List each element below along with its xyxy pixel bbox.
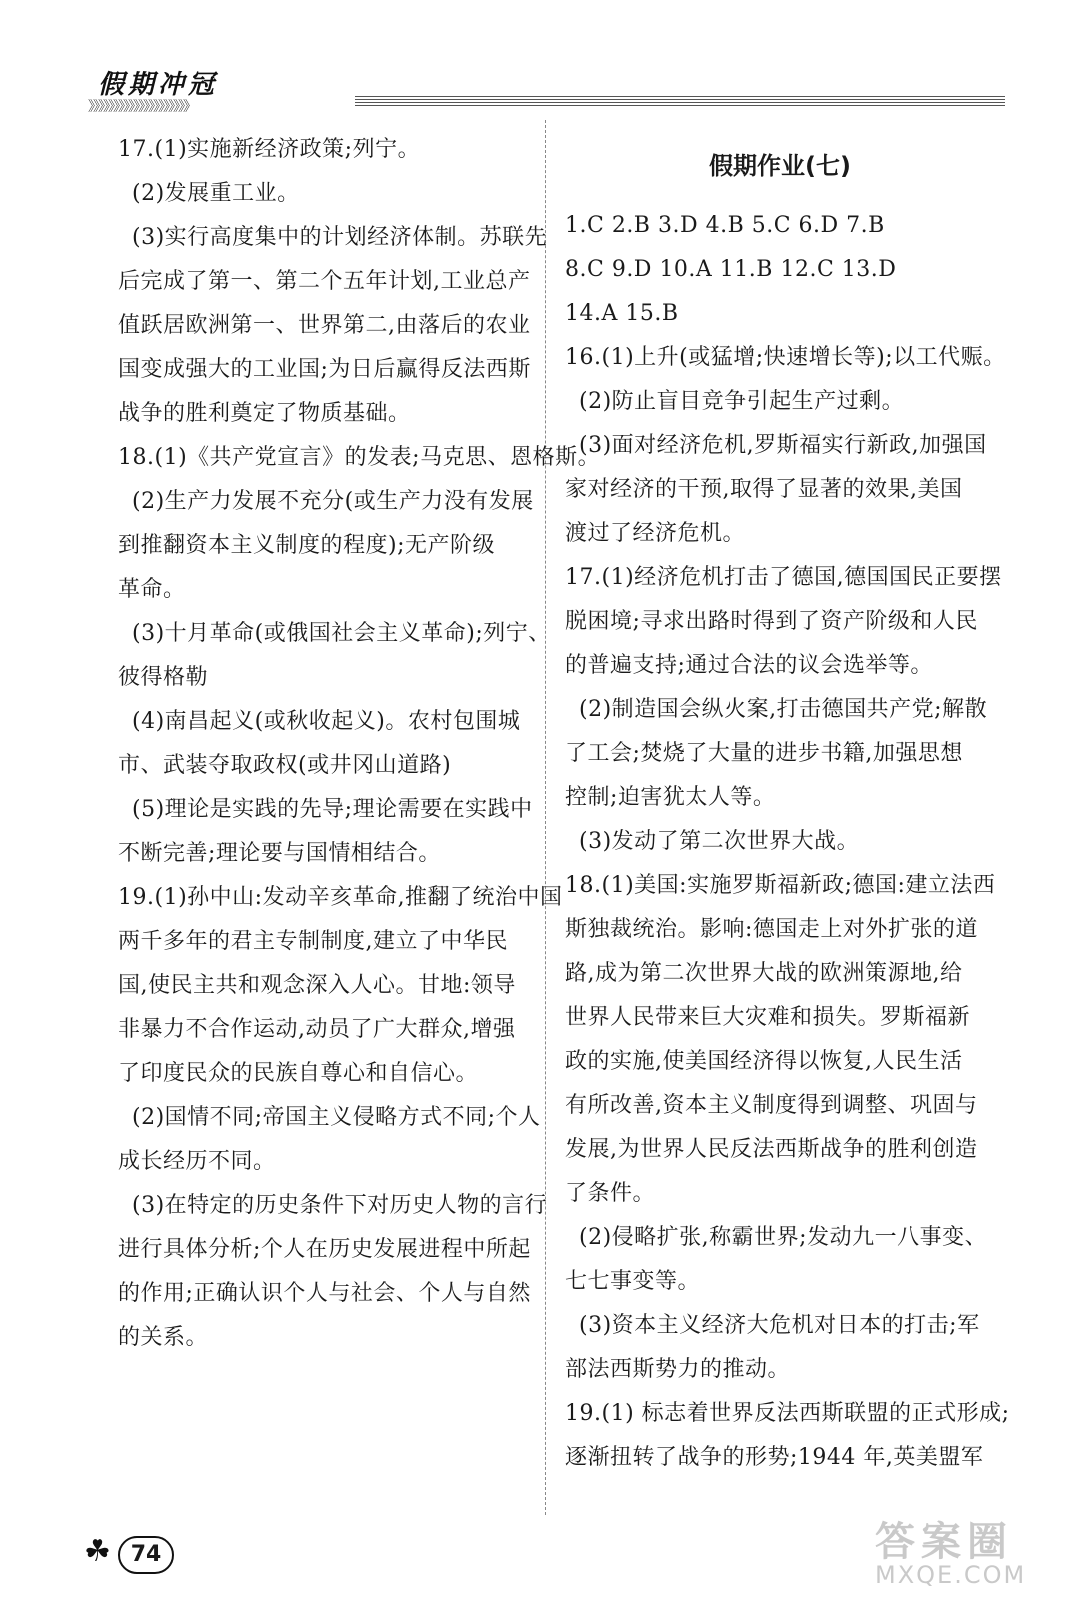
answer-line: 不断完善;理论要与国情相结合。 xyxy=(118,841,441,866)
watermark-logo: 答案圈 xyxy=(875,1519,1013,1565)
answer-line: 了条件。 xyxy=(565,1181,656,1206)
answer-line: 国变成强大的工业国;为日后赢得反法西斯 xyxy=(118,357,531,382)
answer-line: (3)在特定的历史条件下对历史人物的言行 xyxy=(132,1193,548,1218)
answer-line: 渡过了经济危机。 xyxy=(565,521,746,546)
column-divider xyxy=(545,120,546,1515)
answer-line: 有所改善,资本主义制度得到调整、巩固与 xyxy=(565,1093,978,1118)
answer-line: 家对经济的干预,取得了显著的效果,美国 xyxy=(565,477,963,502)
answer-line: 政的实施,使美国经济得以恢复,人民生活 xyxy=(565,1049,963,1074)
answer-line: 七七事变等。 xyxy=(565,1269,701,1294)
answer-line: 值跃居欧洲第一、世界第二,由落后的农业 xyxy=(118,313,531,338)
answer-line: 路,成为第二次世界大战的欧洲策源地,给 xyxy=(565,961,963,986)
answer-line: 8.C 9.D 10.A 11.B 12.C 13.D xyxy=(565,257,897,282)
page-number: 74 xyxy=(118,1536,174,1574)
answer-line: 控制;迫害犹太人等。 xyxy=(565,785,776,810)
answer-line: 两千多年的君主专制制度,建立了中华民 xyxy=(118,929,508,954)
page-number-badge xyxy=(84,1528,174,1578)
answer-line: 17.(1)经济危机打击了德国,德国国民正要摆 xyxy=(565,565,1002,590)
answer-line: 17.(1)实施新经济政策;列宁。 xyxy=(118,137,421,162)
section-title: 假期作业(七) xyxy=(709,152,851,180)
answer-line: 非暴力不合作运动,动员了广大群众,增强 xyxy=(118,1017,516,1042)
answer-line: 19.(1)孙中山:发动辛亥革命,推翻了统治中国 xyxy=(118,885,563,910)
answer-line: 到推翻资本主义制度的程度);无产阶级 xyxy=(118,533,495,558)
answer-line: (3)实行高度集中的计划经济体制。苏联先 xyxy=(132,225,548,250)
answer-line: 世界人民带来巨大灾难和损失。罗斯福新 xyxy=(565,1005,971,1030)
answer-line: 国,使民主共和观念深入人心。甘地:领导 xyxy=(118,973,516,998)
answer-line: 了印度民众的民族自尊心和自信心。 xyxy=(118,1061,479,1086)
watermark xyxy=(875,1510,1065,1590)
answer-line: (3)发动了第二次世界大战。 xyxy=(579,829,860,854)
answer-line: 19.(1) 标志着世界反法西斯联盟的正式形成; xyxy=(565,1401,1010,1426)
answer-line: (2)发展重工业。 xyxy=(132,181,300,206)
answer-line: 14.A 15.B xyxy=(565,301,679,326)
answer-line: (2)侵略扩张,称霸世界;发动九一八事变、 xyxy=(579,1225,988,1250)
answer-line: 战争的胜利奠定了物质基础。 xyxy=(118,401,411,426)
page-header xyxy=(0,0,1074,120)
header-rule xyxy=(355,96,1005,108)
answer-line: 革命。 xyxy=(118,577,186,602)
answer-line: 的作用;正确认识个人与社会、个人与自然 xyxy=(118,1281,531,1306)
answer-line: 的普遍支持;通过合法的议会选举等。 xyxy=(565,653,933,678)
answer-line: 了工会;焚烧了大量的进步书籍,加强思想 xyxy=(565,741,963,766)
answer-line: 市、武装夺取政权(或井冈山道路) xyxy=(118,753,452,778)
right-column-lines xyxy=(565,204,1010,1480)
answer-line: 部法西斯势力的推动。 xyxy=(565,1357,791,1382)
answer-line: 16.(1)上升(或猛增;快速增长等);以工代赈。 xyxy=(565,345,1006,370)
answer-line: 斯独裁统治。影响:德国走上对外扩张的道 xyxy=(565,917,978,942)
answer-line: (3)十月革命(或俄国社会主义革命);列宁、 xyxy=(132,621,551,646)
answer-line: (3)资本主义经济大危机对日本的打击;军 xyxy=(579,1313,980,1338)
answer-line: 脱困境;寻求出路时得到了资产阶级和人民 xyxy=(565,609,978,634)
answer-line: 成长经历不同。 xyxy=(118,1149,276,1174)
answer-line: 后完成了第一、第二个五年计划,工业总产 xyxy=(118,269,531,294)
answer-line: (2)防止盲目竞争引起生产过剩。 xyxy=(579,389,905,414)
answer-line: 彼得格勒 xyxy=(118,665,209,690)
answer-line: 进行具体分析;个人在历史发展进程中所起 xyxy=(118,1237,531,1262)
book-title: 假期冲冠 xyxy=(98,70,219,100)
answer-line: (5)理论是实践的先导;理论需要在实践中 xyxy=(132,797,533,822)
right-column xyxy=(565,128,1010,1480)
answer-line: 的关系。 xyxy=(118,1325,209,1350)
answer-line: 逐渐扭转了战争的形势;1944 年,英美盟军 xyxy=(565,1445,984,1470)
answer-line: (2)国情不同;帝国主义侵略方式不同;个人 xyxy=(132,1105,541,1130)
mascot-icon: ☘ xyxy=(84,1534,111,1569)
answer-line: 发展,为世界人民反法西斯战争的胜利创造 xyxy=(565,1137,978,1162)
answer-line: (4)南昌起义(或秋收起义)。农村包围城 xyxy=(132,709,521,734)
answer-line: (3)面对经济危机,罗斯福实行新政,加强国 xyxy=(579,433,987,458)
answer-line: 18.(1)美国:实施罗斯福新政;德国:建立法西 xyxy=(565,873,996,898)
answer-line: (2)制造国会纵火案,打击德国共产党;解散 xyxy=(579,697,988,722)
answer-line: 1.C 2.B 3.D 4.B 5.C 6.D 7.B xyxy=(565,213,885,238)
watermark-url: MXQE.COM xyxy=(875,1561,1027,1589)
left-column xyxy=(118,128,601,1360)
answer-line: (2)生产力发展不充分(或生产力没有发展 xyxy=(132,489,534,514)
header-chevron-ornament: 》》》》》》》》》》》》》》》》》》》》 xyxy=(88,99,195,115)
answer-line: 18.(1)《共产党宣言》的发表;马克思、恩格斯。 xyxy=(118,445,601,470)
